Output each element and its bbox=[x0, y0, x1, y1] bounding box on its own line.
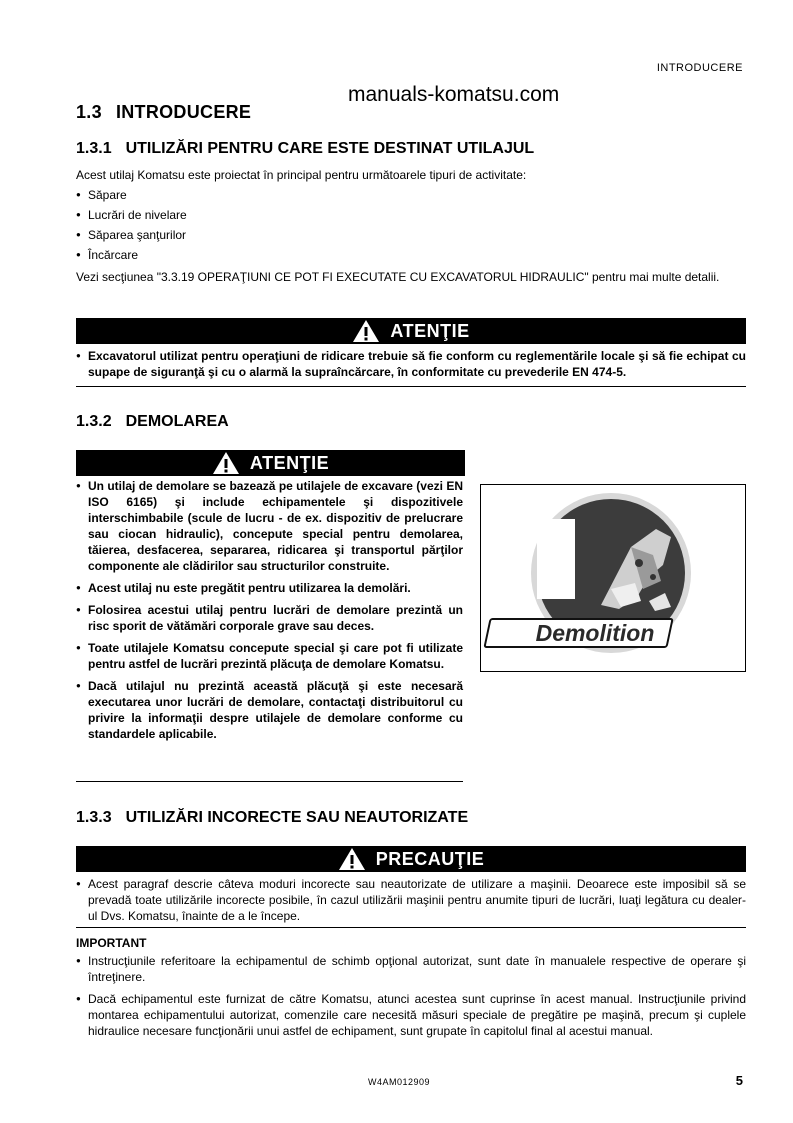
section-heading-1-3 bbox=[76, 102, 265, 123]
section-number: 1.3.1 bbox=[76, 140, 112, 157]
important-item: ● Dacă echipamentul este furnizat de către Komatsu, atunci acestea sunt cuprinse în acest manual. Instrucţiunile privind montarea echipamentului autorizat, comenzile care necesită măsuri speciale de pregătire pe maşină, precum şi cuplele hidraulice necesare funcţionării unui astfel de echipament, sunt grupate în capitolul final al acestui manual. bbox=[76, 991, 746, 1039]
list-item: ● Încărcare bbox=[76, 245, 187, 265]
divider bbox=[76, 927, 746, 928]
demolition-plate-illustration bbox=[481, 485, 745, 671]
list-item: ● Lucrări de nivelare bbox=[76, 205, 187, 225]
caution-list bbox=[76, 876, 746, 930]
warning-item: ● Dacă utilajul nu prezintă această plăcuţă şi este necesară executarea unor lucrări de demolare, contactaţi distribuitorul cu privire la informaţii despre utilajele de demolare conforme cu standardele aplicabile. bbox=[76, 678, 463, 742]
warning-banner bbox=[76, 318, 746, 344]
warning-item: ● Toate utilajele Komatsu concepute special şi care pot fi utilizate pentru astfel de lucrări prezintă plăcuţa de demolare Komatsu. bbox=[76, 640, 463, 672]
section-title: DEMOLAREA bbox=[125, 413, 229, 430]
caution-icon bbox=[338, 847, 366, 871]
important-list bbox=[76, 953, 746, 1045]
warning-item: ● Acest utilaj nu este pregătit pentru utilizarea la demolări. bbox=[76, 580, 463, 596]
see-also-paragraph: Vezi secţiunea "3.3.19 OPERAŢIUNI CE POT FI EXECUTATE CU EXCAVATORUL HIDRAULIC" pentru mai multe detalii. bbox=[76, 270, 720, 284]
warning-item: ● Excavatorul utilizat pentru operaţiuni de ridicare trebuie să fie conform cu reglementările locale şi să fie echipat cu supape de siguranţă şi cu o alarmă la supraîncărcare, în conformitate cu prevederile EN 474-5. bbox=[76, 348, 746, 380]
section-heading-1-3-2 bbox=[76, 413, 229, 431]
watermark: manuals-komatsu.com bbox=[348, 83, 560, 106]
caution-banner bbox=[76, 846, 746, 872]
section-title: UTILIZĂRI PENTRU CARE ESTE DESTINAT UTILAJUL bbox=[125, 140, 535, 157]
warning-title: ATENŢIE bbox=[249, 452, 330, 473]
warning-item: ● Folosirea acestui utilaj pentru lucrări de demolare prezintă un risc sporit de vătămări corporale grave sau deces. bbox=[76, 602, 463, 634]
demolition-warning-banner bbox=[76, 450, 465, 476]
list-item: ● Săparea şanţurilor bbox=[76, 225, 187, 245]
section-number: 1.3.2 bbox=[76, 413, 112, 430]
section-title: INTRODUCERE bbox=[115, 102, 252, 122]
section-number: 1.3 bbox=[76, 102, 102, 122]
list-item: ● Săpare bbox=[76, 185, 187, 205]
section-number: 1.3.3 bbox=[76, 809, 112, 826]
warning-icon bbox=[212, 451, 240, 475]
important-item: ● Instrucţiunile referitoare la echipamentul de schimb opţional autorizat, sunt date în manualele respective de operare şi întreţinere. bbox=[76, 953, 746, 985]
important-label: IMPORTANT bbox=[76, 936, 147, 950]
plate-label: Demolition bbox=[535, 620, 655, 646]
activity-list bbox=[76, 185, 187, 265]
warning-title: ATENŢIE bbox=[390, 320, 470, 341]
divider bbox=[76, 386, 746, 387]
document-code: W4AM012909 bbox=[368, 1077, 431, 1087]
section-heading-1-3-1 bbox=[76, 140, 534, 158]
section-title: UTILIZĂRI INCORECTE SAU NEAUTORIZATE bbox=[125, 809, 469, 826]
warning-icon bbox=[352, 319, 380, 343]
caution-title: PRECAUŢIE bbox=[375, 848, 485, 869]
caution-item: ● Acest paragraf descrie câteva moduri incorecte sau neautorizate de utilizare a maşinii. Deoarece este imposibil să se prevadă toate utilizările incorecte posibile, în cazul utilizării maşinii pentru anumite tipuri de lucrări, luaţi legătura cu dealer-ul Dvs. Komatsu, înainte de a le începe. bbox=[76, 876, 746, 924]
demolition-warning-list bbox=[76, 478, 463, 748]
intro-paragraph: Acest utilaj Komatsu este proiectat în principal pentru următoarele tipuri de activitate: bbox=[76, 168, 527, 182]
divider bbox=[76, 781, 463, 782]
warning-item: ● Un utilaj de demolare se bazează pe utilajele de excavare (vezi EN ISO 6165) şi include echipamentele şi dispozitivele interschimbabile (scule de lucru - de ex. dispozitiv de prelucrare sau ciocan hidraulic), concepute special pentru demolarea, tăierea, desfacerea, separarea, ridicarea şi transportul părţilor componente ale clădirilor sau structurilor construite. bbox=[76, 478, 463, 574]
page-number: 5 bbox=[735, 1073, 743, 1088]
warning-list bbox=[76, 348, 746, 386]
section-heading-1-3-3 bbox=[76, 809, 468, 827]
running-header: INTRODUCERE bbox=[656, 62, 743, 74]
demolition-plate-image bbox=[480, 484, 746, 672]
